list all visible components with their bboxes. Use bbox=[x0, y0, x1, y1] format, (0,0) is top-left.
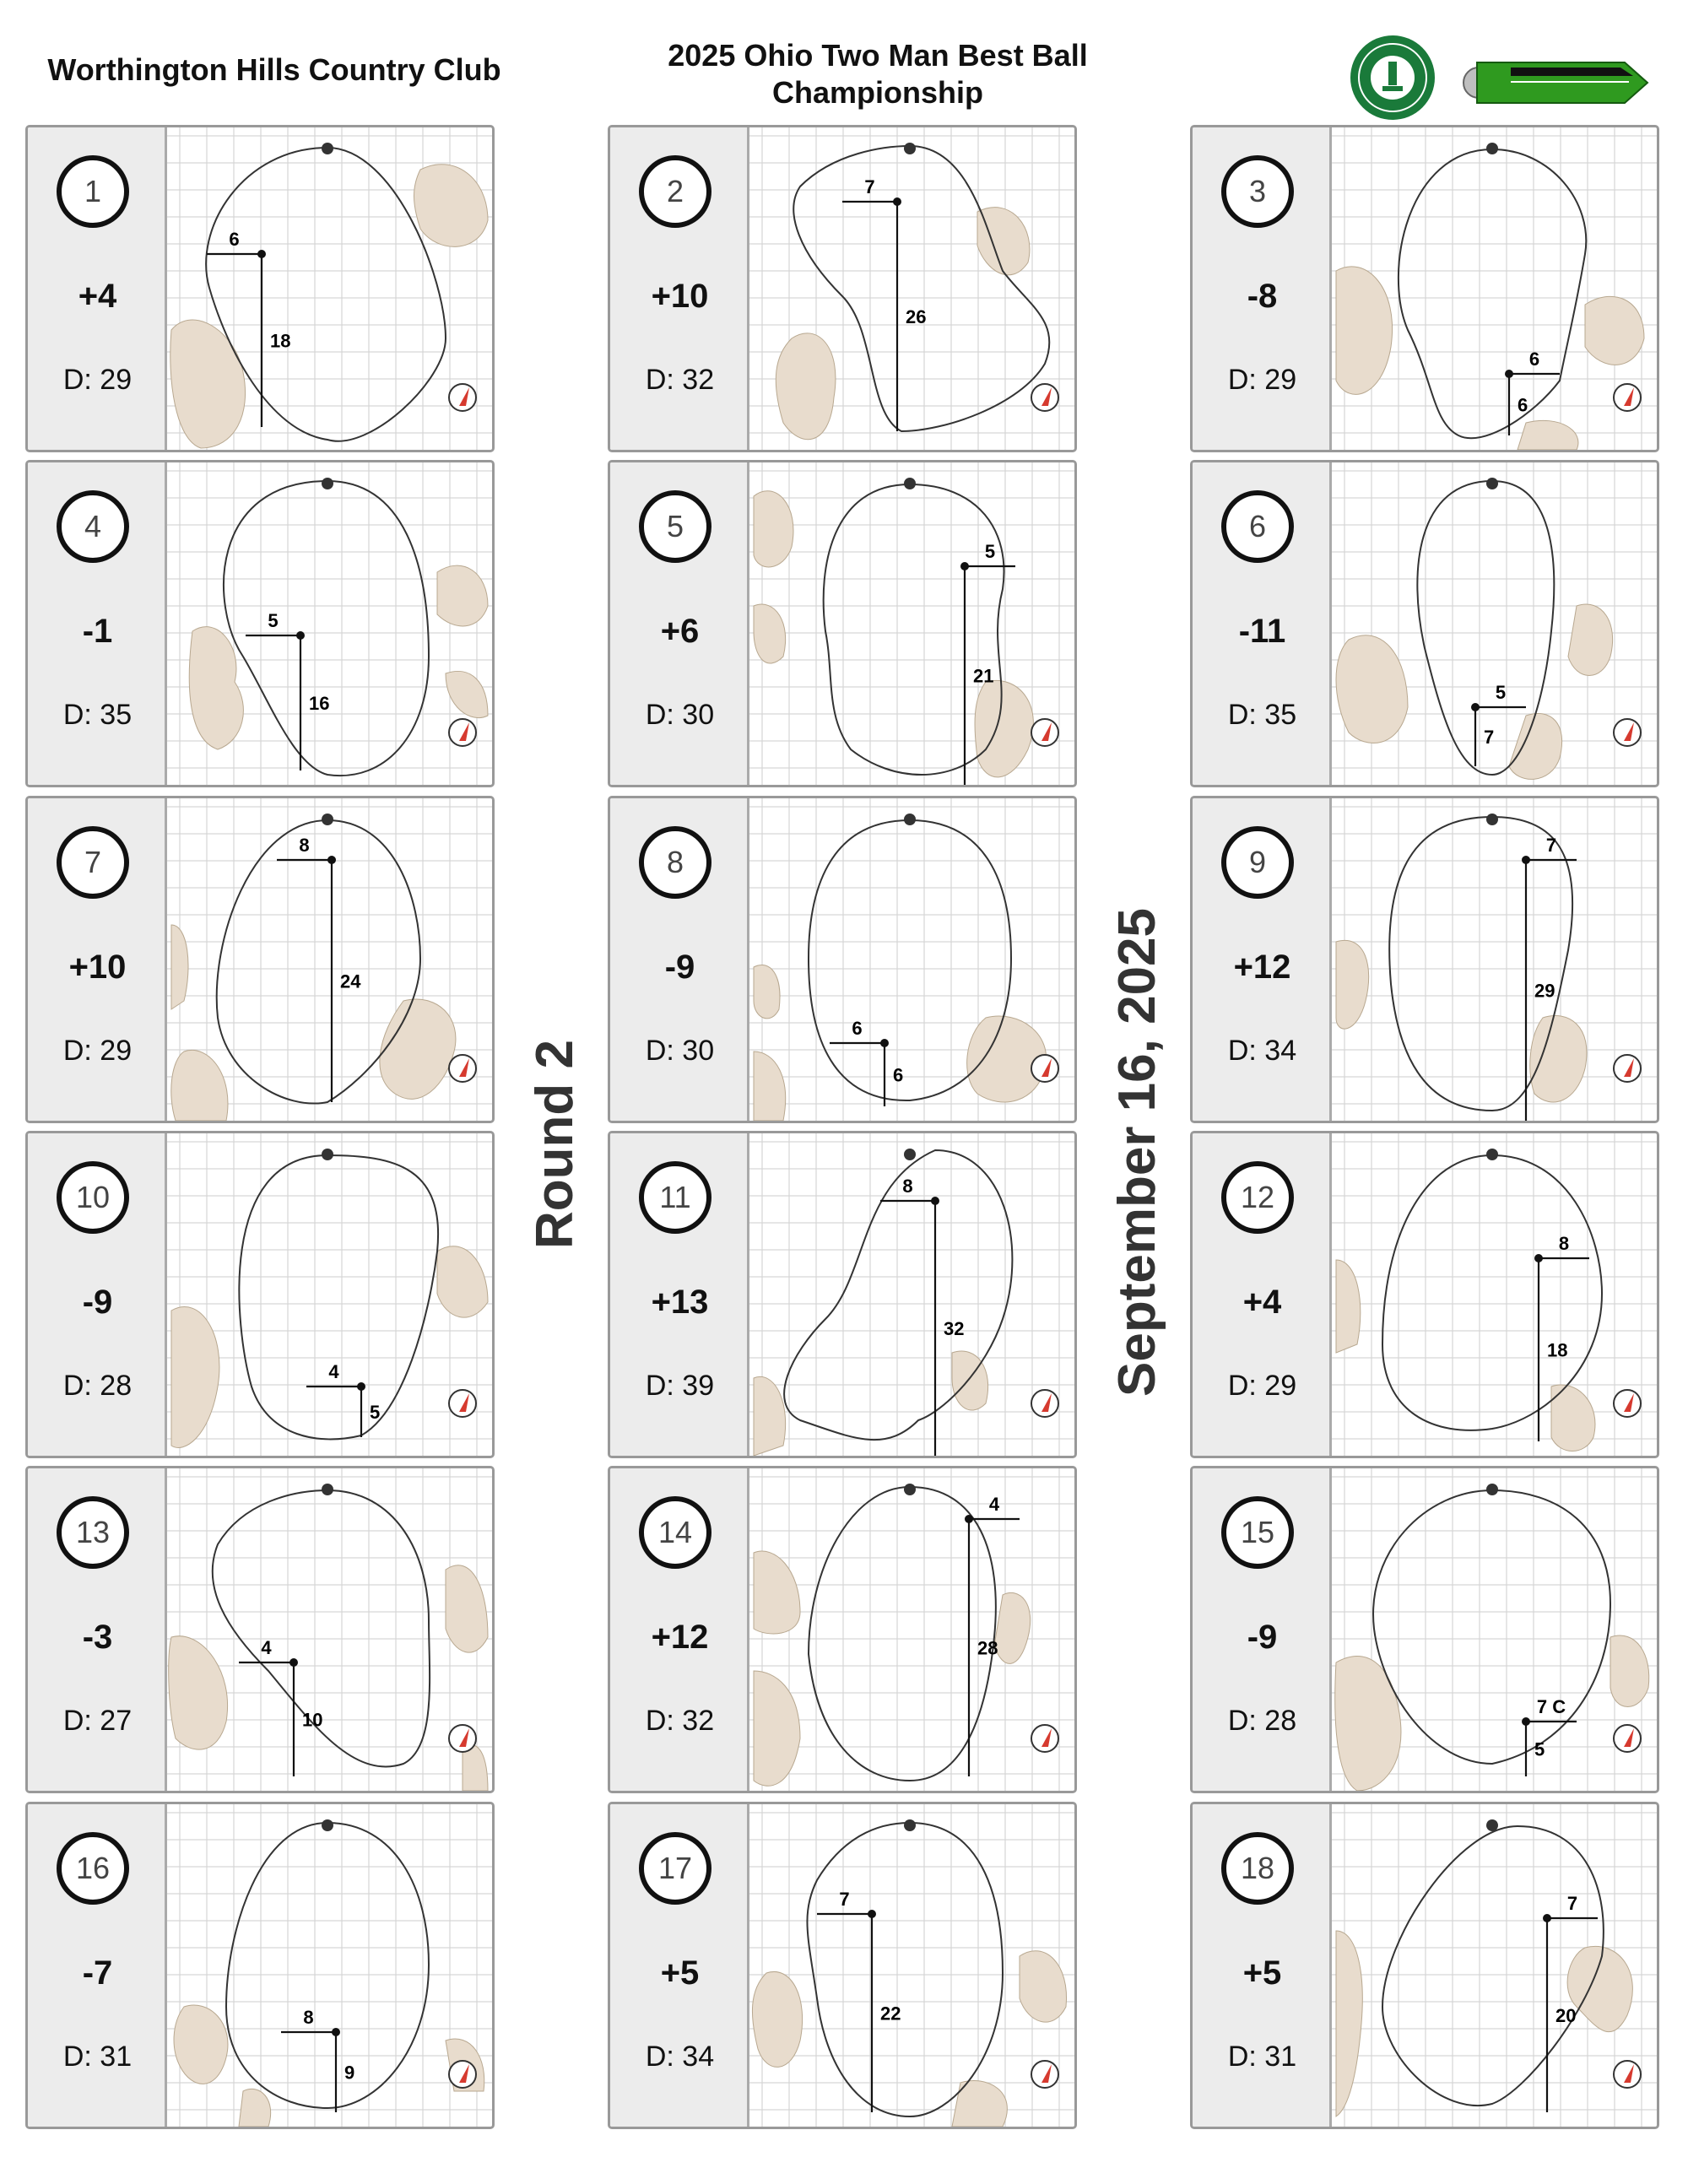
pin-from-front-label: 6 bbox=[1518, 394, 1528, 416]
bunker bbox=[1509, 713, 1562, 779]
pin-position bbox=[1505, 370, 1513, 378]
pin-from-front-label: 20 bbox=[1555, 2005, 1577, 2026]
green-back-marker bbox=[322, 1819, 333, 1831]
green-back-marker bbox=[1486, 478, 1498, 489]
compass-icon bbox=[1031, 1390, 1058, 1417]
pin-from-front-label: 5 bbox=[370, 1402, 381, 1423]
green-depth: D: 31 bbox=[62, 2041, 133, 2073]
hole-score: +12 bbox=[1233, 949, 1291, 986]
bunker bbox=[1585, 296, 1644, 365]
hole-info-panel bbox=[1193, 1133, 1332, 1456]
pin-from-front-label: 21 bbox=[973, 665, 994, 687]
hole-card-8 bbox=[608, 796, 1077, 1123]
hole-card-5 bbox=[608, 460, 1077, 787]
pin-from-side-label: 6 bbox=[1528, 349, 1540, 370]
hole-info-panel bbox=[28, 1133, 167, 1456]
hole-card-2 bbox=[608, 125, 1077, 452]
pin-from-front-label: 16 bbox=[309, 693, 330, 714]
hole-card-18 bbox=[1190, 1802, 1659, 2129]
compass-icon bbox=[1031, 1055, 1058, 1082]
green-back-marker bbox=[322, 1484, 333, 1495]
bunker bbox=[754, 491, 793, 567]
hole-number: 17 bbox=[639, 1832, 711, 1905]
pin-from-side-label: 6 bbox=[229, 229, 240, 250]
green-map bbox=[1332, 1468, 1659, 1791]
green-back-marker bbox=[1486, 1149, 1498, 1160]
bunker bbox=[239, 2089, 271, 2127]
bunker bbox=[380, 999, 456, 1099]
pin-from-side-label: 7 bbox=[1545, 835, 1557, 856]
pin-from-front-label: 22 bbox=[880, 2003, 901, 2025]
grid-lines bbox=[1332, 798, 1659, 1121]
hole-score: +4 bbox=[78, 278, 117, 315]
green-depth: D: 39 bbox=[645, 1370, 715, 1402]
green-back-marker bbox=[904, 1149, 916, 1160]
pin-from-side-label: 7 bbox=[839, 1889, 850, 1910]
compass-icon bbox=[1614, 2061, 1641, 2088]
hole-info-panel bbox=[1193, 127, 1332, 450]
hole-number: 6 bbox=[1221, 490, 1294, 563]
pin-from-side-label: 4 bbox=[261, 1637, 272, 1658]
hole-info-panel bbox=[28, 1804, 167, 2127]
pin-from-front-label: 10 bbox=[302, 1709, 323, 1731]
green-map bbox=[167, 127, 495, 450]
green-map bbox=[167, 1804, 495, 2127]
hole-info-panel bbox=[610, 1468, 749, 1791]
hole-card-9 bbox=[1190, 796, 1659, 1123]
hole-number: 12 bbox=[1221, 1161, 1294, 1234]
green-depth: D: 28 bbox=[62, 1370, 133, 1402]
pin-from-side-label: 4 bbox=[988, 1494, 1000, 1515]
hole-card-17 bbox=[608, 1802, 1077, 2129]
pin-position bbox=[1471, 703, 1480, 711]
pin-position bbox=[289, 1658, 298, 1667]
compass-icon bbox=[449, 719, 476, 746]
compass-icon bbox=[1614, 1055, 1641, 1082]
hole-score: -7 bbox=[82, 1954, 113, 1992]
pin-from-side-label: 8 bbox=[299, 835, 310, 856]
bunker bbox=[977, 208, 1030, 275]
hole-number: 2 bbox=[639, 155, 711, 228]
green-depth: D: 29 bbox=[1227, 1370, 1297, 1402]
pin-position bbox=[296, 631, 305, 640]
green-depth: D: 30 bbox=[645, 1035, 715, 1067]
green-back-marker bbox=[1486, 1819, 1498, 1831]
hole-info-panel bbox=[1193, 1468, 1332, 1791]
bunker bbox=[1336, 1931, 1362, 2116]
green-depth: D: 32 bbox=[645, 1705, 715, 1737]
event-title: 2025 Ohio Two Man Best Ball Championship bbox=[668, 38, 1088, 110]
hole-card-4 bbox=[25, 460, 495, 787]
hole-card-3 bbox=[1190, 125, 1659, 452]
green-map bbox=[167, 798, 495, 1121]
bunker bbox=[1336, 267, 1393, 395]
green-depth: D: 29 bbox=[62, 364, 133, 396]
green-map bbox=[167, 1133, 495, 1456]
bunker bbox=[171, 925, 188, 1009]
pin-from-front-label: 7 bbox=[1484, 727, 1495, 748]
bunker bbox=[754, 1671, 800, 1786]
pin-from-side-label: 8 bbox=[902, 1176, 913, 1197]
hole-score: +6 bbox=[660, 613, 700, 650]
hole-card-11 bbox=[608, 1131, 1077, 1458]
compass-icon bbox=[1031, 1725, 1058, 1752]
pin-from-front-label: 18 bbox=[1547, 1339, 1568, 1361]
green-map bbox=[749, 1804, 1077, 2127]
hole-card-15 bbox=[1190, 1466, 1659, 1793]
hole-number: 10 bbox=[57, 1161, 129, 1234]
green-map bbox=[1332, 462, 1659, 785]
bunker bbox=[1567, 1946, 1632, 2031]
hole-number: 14 bbox=[639, 1496, 711, 1569]
green-depth: D: 35 bbox=[1227, 699, 1297, 731]
bunker bbox=[189, 627, 243, 749]
pin-position bbox=[357, 1382, 365, 1391]
pin-position bbox=[257, 250, 266, 258]
hole-info-panel bbox=[1193, 1804, 1332, 2127]
hole-info-panel bbox=[610, 798, 749, 1121]
hole-number: 9 bbox=[1221, 826, 1294, 899]
hole-score: +10 bbox=[651, 278, 709, 315]
hole-score: -9 bbox=[82, 1284, 113, 1321]
date-label: September 16, 2025 bbox=[1108, 907, 1166, 1397]
pin-from-front-label: 18 bbox=[270, 330, 291, 352]
hole-number: 18 bbox=[1221, 1832, 1294, 1905]
green-map bbox=[749, 798, 1077, 1121]
hole-card-13 bbox=[25, 1466, 495, 1793]
pin-from-side-label: 8 bbox=[1558, 1233, 1570, 1254]
bunker bbox=[1568, 604, 1613, 675]
bunker bbox=[1335, 1657, 1401, 1792]
pin-from-side-label: 7 bbox=[864, 176, 875, 197]
green-depth: D: 29 bbox=[1227, 364, 1297, 396]
ohio-golf-association-seal-logo bbox=[1349, 34, 1436, 122]
green-back-marker bbox=[1486, 143, 1498, 154]
stracka-line-sponsor-logo bbox=[1460, 51, 1650, 111]
pin-from-front-label: 29 bbox=[1534, 980, 1555, 1002]
bunker bbox=[171, 1050, 228, 1121]
pin-from-side-label: 6 bbox=[852, 1018, 863, 1039]
hole-card-1 bbox=[25, 125, 495, 452]
pin-position bbox=[1522, 1717, 1530, 1726]
green-depth: D: 28 bbox=[1227, 1705, 1297, 1737]
bunker bbox=[776, 333, 836, 440]
green-depth: D: 29 bbox=[62, 1035, 133, 1067]
green-map bbox=[1332, 1133, 1659, 1456]
pin-from-side-label: 8 bbox=[303, 2007, 314, 2028]
green-depth: D: 35 bbox=[62, 699, 133, 731]
hole-number: 8 bbox=[639, 826, 711, 899]
green-map bbox=[1332, 127, 1659, 450]
green-map bbox=[1332, 1804, 1659, 2127]
pin-from-side-label: 5 bbox=[984, 541, 996, 562]
hole-score: -9 bbox=[1247, 1619, 1278, 1656]
pin-position bbox=[1522, 856, 1530, 864]
hole-info-panel bbox=[28, 1468, 167, 1791]
bunker bbox=[169, 1636, 228, 1749]
green-back-marker bbox=[1486, 814, 1498, 825]
bunker bbox=[752, 1971, 802, 2067]
pin-position bbox=[931, 1197, 939, 1205]
hole-number: 11 bbox=[639, 1161, 711, 1234]
green-back-marker bbox=[322, 478, 333, 489]
pin-from-side-label: 7 C bbox=[1536, 1696, 1566, 1717]
hole-score: +10 bbox=[68, 949, 127, 986]
hole-score: -8 bbox=[1247, 278, 1278, 315]
compass-icon bbox=[1614, 384, 1641, 411]
hole-card-7 bbox=[25, 796, 495, 1123]
pin-position bbox=[893, 197, 901, 206]
hole-score: +5 bbox=[660, 1954, 700, 1992]
hole-score: -3 bbox=[82, 1619, 113, 1656]
bunker bbox=[1336, 635, 1408, 743]
hole-card-12 bbox=[1190, 1131, 1659, 1458]
bunker bbox=[754, 1376, 786, 1456]
bunker bbox=[754, 604, 786, 663]
pin-position bbox=[327, 856, 336, 864]
bunker bbox=[1530, 1016, 1587, 1103]
hole-info-panel bbox=[610, 1804, 749, 2127]
hole-number: 3 bbox=[1221, 155, 1294, 228]
bunker bbox=[1336, 1260, 1361, 1353]
bunker bbox=[1336, 940, 1369, 1029]
compass-icon bbox=[1031, 719, 1058, 746]
grid-lines bbox=[749, 1133, 1077, 1456]
green-back-marker bbox=[904, 814, 916, 825]
green-depth: D: 32 bbox=[645, 364, 715, 396]
compass-icon bbox=[449, 384, 476, 411]
green-outline bbox=[226, 1823, 429, 2108]
bunker bbox=[1610, 1635, 1649, 1706]
bunker bbox=[446, 671, 488, 717]
compass-icon bbox=[1031, 2061, 1058, 2088]
pin-from-side-label: 5 bbox=[1495, 682, 1507, 703]
hole-card-14 bbox=[608, 1466, 1077, 1793]
green-back-marker bbox=[322, 143, 333, 154]
green-back-marker bbox=[904, 1484, 916, 1495]
bunker bbox=[754, 1051, 786, 1121]
pin-from-side-label: 5 bbox=[268, 610, 279, 631]
pin-from-front-label: 9 bbox=[344, 2062, 355, 2084]
bunker bbox=[975, 680, 1033, 776]
bunker bbox=[754, 1551, 800, 1634]
hole-score: +4 bbox=[1242, 1284, 1282, 1321]
bunker bbox=[437, 565, 488, 626]
hole-info-panel bbox=[610, 1133, 749, 1456]
pin-from-front-label: 6 bbox=[893, 1064, 904, 1086]
green-depth: D: 31 bbox=[1227, 2041, 1297, 2073]
bunker bbox=[994, 1592, 1031, 1663]
hole-score: -9 bbox=[664, 949, 695, 986]
hole-info-panel bbox=[1193, 798, 1332, 1121]
hole-score: +13 bbox=[651, 1284, 709, 1321]
compass-icon bbox=[449, 1055, 476, 1082]
pin-position bbox=[332, 2028, 340, 2036]
green-back-marker bbox=[1486, 1484, 1498, 1495]
pin-position bbox=[880, 1039, 889, 1047]
hole-info-panel bbox=[28, 462, 167, 785]
green-map bbox=[749, 1468, 1077, 1791]
pin-position bbox=[960, 562, 969, 570]
hole-number: 4 bbox=[57, 490, 129, 563]
pin-position bbox=[965, 1515, 973, 1523]
hole-number: 5 bbox=[639, 490, 711, 563]
green-map bbox=[1332, 798, 1659, 1121]
hole-number: 13 bbox=[57, 1496, 129, 1569]
hole-info-panel bbox=[28, 127, 167, 450]
green-outline bbox=[239, 1155, 438, 1439]
hole-info-panel bbox=[610, 462, 749, 785]
green-map bbox=[167, 1468, 495, 1791]
pin-from-front-label: 24 bbox=[340, 970, 361, 992]
course-name: Worthington Hills Country Club bbox=[47, 52, 501, 87]
compass-icon bbox=[1031, 384, 1058, 411]
bunker bbox=[171, 1307, 219, 1448]
compass-icon bbox=[1614, 1725, 1641, 1752]
hole-card-16 bbox=[25, 1802, 495, 2129]
hole-score: +12 bbox=[651, 1619, 709, 1656]
pin-from-side-label: 4 bbox=[328, 1361, 339, 1382]
hole-score: -11 bbox=[1238, 613, 1286, 650]
green-depth: D: 34 bbox=[1227, 1035, 1297, 1067]
bunker bbox=[174, 2005, 228, 2084]
hole-card-10 bbox=[25, 1131, 495, 1458]
hole-score: +5 bbox=[1242, 1954, 1282, 1992]
grid-lines bbox=[1332, 1133, 1659, 1456]
pin-from-front-label: 5 bbox=[1534, 1738, 1545, 1760]
compass-icon bbox=[449, 2061, 476, 2088]
pin-position bbox=[868, 1910, 876, 1918]
green-back-marker bbox=[322, 814, 333, 825]
hole-info-panel bbox=[610, 127, 749, 450]
bunker bbox=[754, 965, 780, 1018]
green-depth: D: 34 bbox=[645, 2041, 715, 2073]
hole-number: 7 bbox=[57, 826, 129, 899]
pin-from-front-label: 32 bbox=[944, 1318, 965, 1339]
hole-card-6 bbox=[1190, 460, 1659, 787]
green-map bbox=[749, 1133, 1077, 1456]
compass-icon bbox=[449, 1390, 476, 1417]
green-back-marker bbox=[904, 478, 916, 489]
green-map bbox=[749, 127, 1077, 450]
round-label: Round 2 bbox=[526, 1040, 584, 1249]
green-back-marker bbox=[904, 1819, 916, 1831]
compass-icon bbox=[1614, 719, 1641, 746]
green-back-marker bbox=[904, 143, 916, 154]
grid-lines bbox=[167, 1804, 495, 2127]
green-back-marker bbox=[322, 1149, 333, 1160]
green-outline bbox=[1399, 149, 1586, 438]
hole-info-panel bbox=[1193, 462, 1332, 785]
pin-from-front-label: 28 bbox=[977, 1637, 998, 1659]
bunker bbox=[437, 1246, 488, 1317]
hole-number: 1 bbox=[57, 155, 129, 228]
hole-score: -1 bbox=[82, 613, 113, 650]
compass-icon bbox=[1614, 1390, 1641, 1417]
bunker bbox=[1518, 420, 1578, 450]
pin-from-front-label: 26 bbox=[906, 306, 927, 327]
hole-number: 16 bbox=[57, 1832, 129, 1905]
pin-from-side-label: 7 bbox=[1566, 1893, 1578, 1914]
green-depth: D: 30 bbox=[645, 699, 715, 731]
pin-position bbox=[1534, 1254, 1543, 1262]
bunker bbox=[446, 1565, 488, 1652]
hole-number: 15 bbox=[1221, 1496, 1294, 1569]
compass-icon bbox=[449, 1725, 476, 1752]
hole-info-panel bbox=[28, 798, 167, 1121]
green-depth: D: 27 bbox=[62, 1705, 133, 1737]
green-map bbox=[167, 462, 495, 785]
pin-position bbox=[1543, 1914, 1551, 1922]
green-map bbox=[749, 462, 1077, 785]
bunker bbox=[952, 2080, 1007, 2127]
